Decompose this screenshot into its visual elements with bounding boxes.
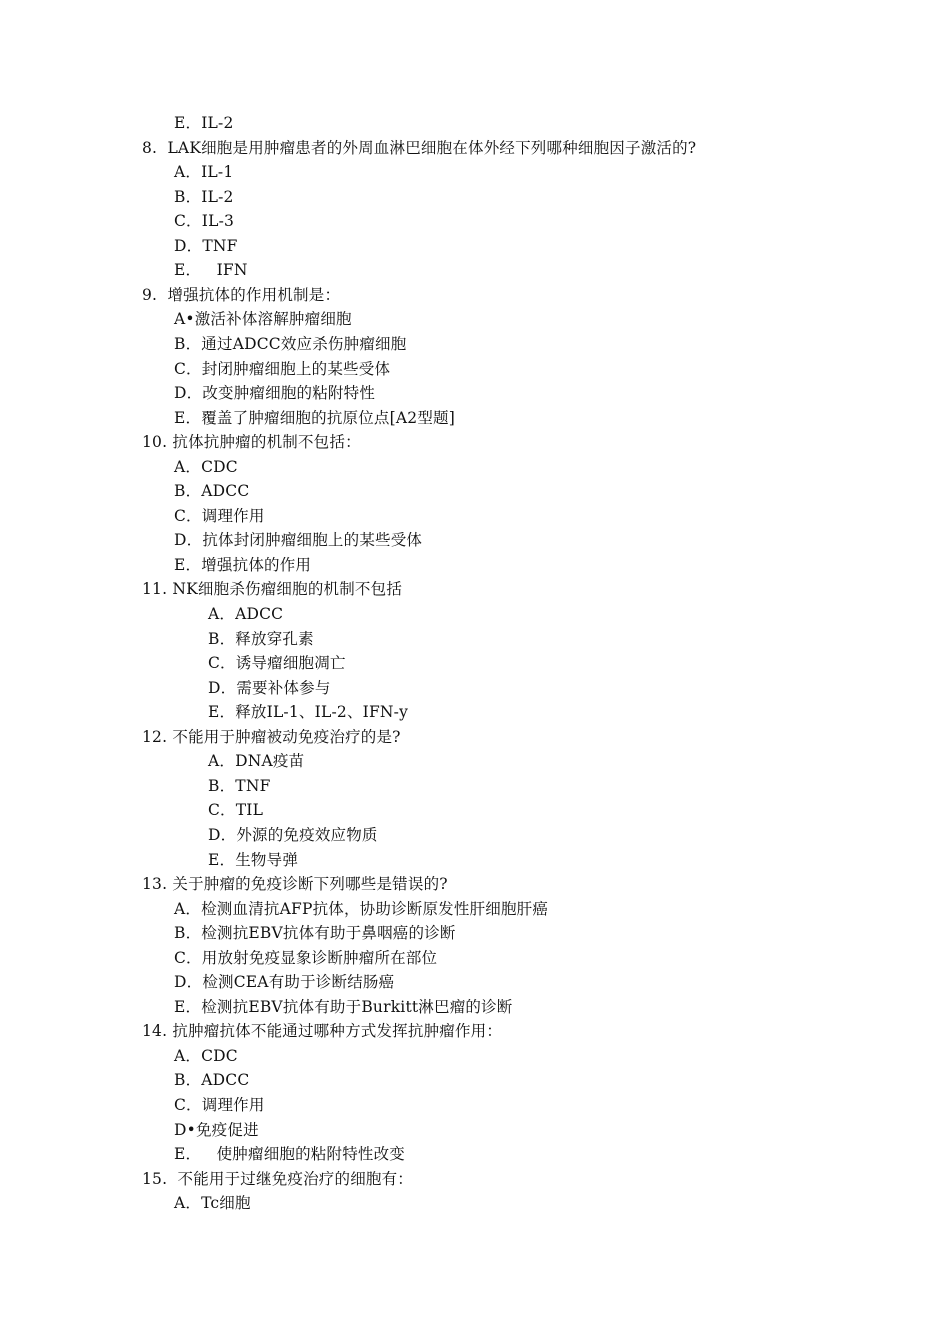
answer-option: D．改变肿瘤细胞的粘附特性 <box>174 384 376 403</box>
question-stem: 8. LAK细胞是用肿瘤患者的外周血淋巴细胞在体外经下列哪种细胞因子激活的? <box>142 138 697 157</box>
question-stem: 11. NK细胞杀伤瘤细胞的机制不包括 <box>142 580 403 599</box>
answer-option: A．检测血清抗AFP抗体，协助诊断原发性肝细胞肝癌 <box>174 899 549 918</box>
answer-option: B．ADCC <box>174 1071 250 1090</box>
answer-option: E．增强抗体的作用 <box>174 555 312 574</box>
answer-option: C．调理作用 <box>174 506 265 525</box>
answer-option: B．检测抗EBV抗体有助于鼻咽癌的诊断 <box>174 924 456 943</box>
answer-option: A．CDC <box>174 457 238 476</box>
answer-option: A．Tc细胞 <box>174 1194 251 1213</box>
question-stem: 10. 抗体抗肿瘤的机制不包括： <box>142 433 361 452</box>
answer-option: A．DNA疫苗 <box>208 752 305 771</box>
answer-option: C．用放射免疫显象诊断肿瘤所在部位 <box>174 948 438 967</box>
answer-option: A．IL-1 <box>174 163 234 182</box>
answer-option: D．检测CEA有助于诊断结肠癌 <box>174 973 395 992</box>
answer-option: C．封闭肿瘤细胞上的某些受体 <box>174 359 391 378</box>
answer-option: E．检测抗EBV抗体有助于Burkitt淋巴瘤的诊断 <box>174 997 513 1016</box>
question-stem: 12. 不能用于肿瘤被动免疫治疗的是? <box>142 727 401 746</box>
question-stem: 13. 关于肿瘤的免疫诊断下列哪些是错误的? <box>142 875 448 894</box>
answer-option: D．外源的免疫效应物质 <box>208 825 378 844</box>
answer-option: E． IFN <box>174 261 248 280</box>
answer-option: E．IL-2 <box>174 114 234 132</box>
answer-option: B．通过ADCC效应杀伤肿瘤细胞 <box>174 334 407 353</box>
question-stem: 14. 抗肿瘤抗体不能通过哪种方式发挥抗肿瘤作用： <box>142 1022 503 1041</box>
answer-option: D•免疫促进 <box>174 1120 259 1139</box>
answer-option: E． 使肿瘤细胞的粘附特性改变 <box>174 1145 405 1164</box>
answer-option: C．调理作用 <box>174 1096 265 1114</box>
question-stem: 15. 不能用于过继免疫治疗的细胞有： <box>142 1169 414 1188</box>
answer-option: E．覆盖了肿瘤细胞的抗原位点[A2型题] <box>174 408 455 427</box>
answer-option: C．IL-3 <box>174 212 235 231</box>
answer-option: C．TIL <box>208 801 264 820</box>
answer-option: D．TNF <box>174 236 238 255</box>
answer-option: A•激活补体溶解肿瘤细胞 <box>174 310 352 329</box>
answer-option: D．需要补体参与 <box>208 678 331 697</box>
answer-option: B．TNF <box>208 776 271 795</box>
answer-option: C．诱导瘤细胞凋亡 <box>208 654 346 673</box>
answer-option: E．释放IL-1、IL-2、IFN-y <box>208 703 409 722</box>
answer-option: B．ADCC <box>174 482 250 501</box>
answer-option: D．抗体封闭肿瘤细胞上的某些受体 <box>174 531 423 550</box>
answer-option: B．IL-2 <box>174 187 234 206</box>
answer-option: A．ADCC <box>208 605 284 623</box>
answer-option: E．生物导弹 <box>208 850 299 869</box>
answer-option: B．释放穿孔素 <box>208 629 314 648</box>
question-stem: 9. 增强抗体的作用机制是： <box>142 285 341 304</box>
answer-option: A．CDC <box>174 1046 238 1065</box>
